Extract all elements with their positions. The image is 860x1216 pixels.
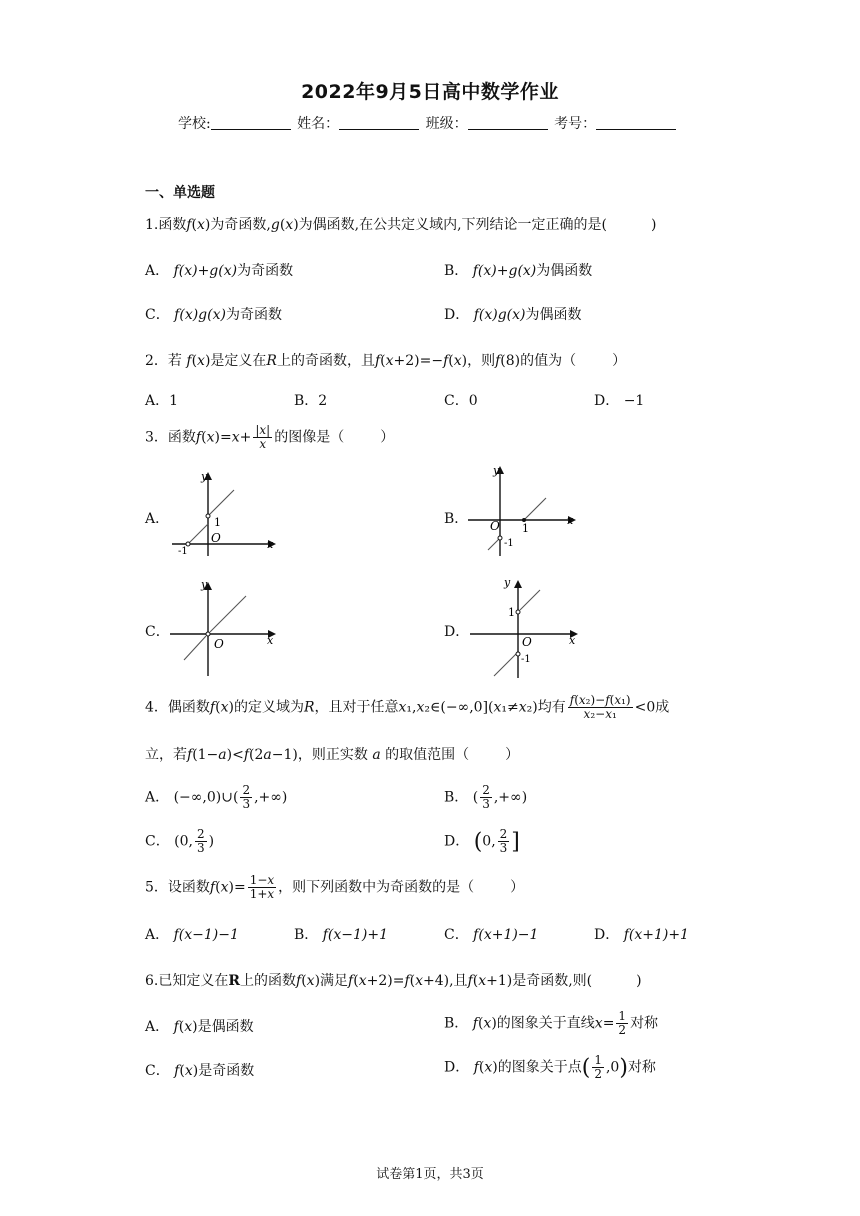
svg-text:1: 1: [508, 606, 515, 619]
school-label: 学校:: [178, 116, 211, 132]
q1-option-a[interactable]: A． f(x)+g(x)为奇函数: [145, 263, 294, 279]
svg-text:x: x: [267, 634, 274, 647]
svg-text:y: y: [201, 578, 208, 591]
q4-option-b[interactable]: B． ( $\frac{2}{3}$ ,+∞): [444, 783, 528, 812]
q5-option-d[interactable]: D． f(x+1)+1: [594, 927, 689, 943]
svg-text:-1: -1: [504, 538, 514, 549]
q1-text: 为偶函数,在公共定义域内,下列结论一定正确的是(: [298, 217, 608, 233]
q1-option-b[interactable]: B． f(x)+g(x)为偶函数: [444, 263, 593, 279]
svg-text:x: x: [267, 538, 274, 551]
svg-text:O: O: [490, 519, 500, 533]
class-label: 班级：: [425, 116, 468, 132]
q1-option-c[interactable]: C． f(x)g(x)为奇函数: [145, 307, 282, 323]
class-blank[interactable]: [468, 115, 548, 130]
svg-text:1: 1: [214, 516, 221, 529]
graph-b: [464, 462, 580, 558]
student-info-line: [178, 113, 678, 133]
question-4-line-2: 立，若f(1−a)<f(2a−1)，则正实数 a 的取值范围（ ）: [145, 747, 520, 763]
q5-option-b[interactable]: B． f(x−1)+1: [294, 927, 389, 943]
question-6: 6.已知定义在R上的函数f(x)满足f(x+2)=f(x+4),且f(x+1)是奇函数,则( ): [145, 973, 642, 989]
q4-option-a[interactable]: A． (−∞,0)∪( $\frac{2}{3}$ ,+∞): [145, 783, 288, 812]
svg-text:O: O: [214, 637, 224, 651]
name-blank[interactable]: [339, 115, 419, 130]
svg-text:-1: -1: [178, 546, 188, 557]
q4-option-c[interactable]: C． (0, $\frac{2}{3}$ ): [145, 827, 215, 856]
svg-text:y: y: [493, 464, 500, 477]
q6-option-c[interactable]: C． f(x)是奇函数: [145, 1063, 255, 1079]
q2-option-c[interactable]: C．0: [444, 393, 478, 409]
q2-option-b[interactable]: B．2: [294, 393, 328, 409]
svg-text:-1: -1: [521, 654, 531, 665]
id-blank[interactable]: [596, 115, 676, 130]
q6-option-b[interactable]: B． f(x)的图象关于直线x= $\frac{1}{2}$ 对称: [444, 1009, 659, 1038]
page-footer: 试卷第1页，共3页: [376, 1167, 484, 1182]
svg-text:x: x: [567, 514, 574, 527]
page-title: 2022年9月5日高中数学作业: [301, 81, 559, 103]
question-3: 3．函数f(x)=x+ $\frac{|x|}{x}$ 的图像是（ ）: [145, 423, 395, 452]
svg-text:y: y: [201, 470, 208, 483]
q3-option-a[interactable]: A．: [145, 511, 170, 527]
q6-option-a[interactable]: A． f(x)是偶函数: [145, 1019, 254, 1035]
q2-option-a[interactable]: A．1: [145, 393, 179, 409]
q3-option-b[interactable]: B．: [444, 511, 469, 527]
q4-option-d[interactable]: D． (0, $\frac{2}{3}$ ]: [444, 827, 520, 856]
graph-c: [168, 576, 278, 680]
graph-d: [466, 574, 582, 680]
q1-text: ): [651, 217, 657, 233]
question-2: 2．若 f(x)是定义在R上的奇函数，且f(x+2)=−f(x)，则f(8)的值为（ ）: [145, 353, 627, 369]
svg-text:1: 1: [522, 522, 529, 535]
q2-option-d[interactable]: D． −1: [594, 393, 645, 409]
question-4: 4．偶函数f(x)的定义域为R，且对于任意x₁,x₂∈(−∞,0](x₁≠x₂)均有 $\frac{\text{f(x₂)−f(x₁)}}{\text{x₂−x₁}}$ <0成: [145, 693, 670, 722]
q5-option-c[interactable]: C． f(x+1)−1: [444, 927, 539, 943]
q6-option-d[interactable]: D． f(x)的图象关于点( $\frac{1}{2}$ ,0)对称: [444, 1053, 656, 1082]
svg-text:O: O: [522, 635, 532, 649]
q5-option-a[interactable]: A． f(x−1)−1: [145, 927, 239, 943]
q1-text: 1.函数: [145, 217, 187, 233]
graph-a: [168, 466, 278, 558]
school-blank[interactable]: [211, 115, 291, 130]
q3-option-d[interactable]: D．: [444, 624, 470, 640]
question-1: 1.函数f(x)为奇函数,g(x)为偶函数,在公共定义域内,下列结论一定正确的是( ): [145, 217, 657, 233]
section-title: 一、单选题: [145, 185, 215, 201]
svg-text:x: x: [569, 634, 576, 647]
id-label: 考号：: [554, 116, 597, 132]
name-label: 姓名：: [297, 116, 340, 132]
svg-text:y: y: [504, 576, 511, 589]
svg-text:O: O: [211, 531, 221, 545]
q1-text: 为奇函数,: [210, 217, 271, 233]
q3-option-c[interactable]: C．: [145, 624, 170, 640]
q1-option-d[interactable]: D． f(x)g(x)为偶函数: [444, 307, 582, 323]
question-5: 5．设函数f(x)= $\frac{1-x}{1+x}$ ，则下列函数中为奇函数的是（ ）: [145, 873, 525, 902]
